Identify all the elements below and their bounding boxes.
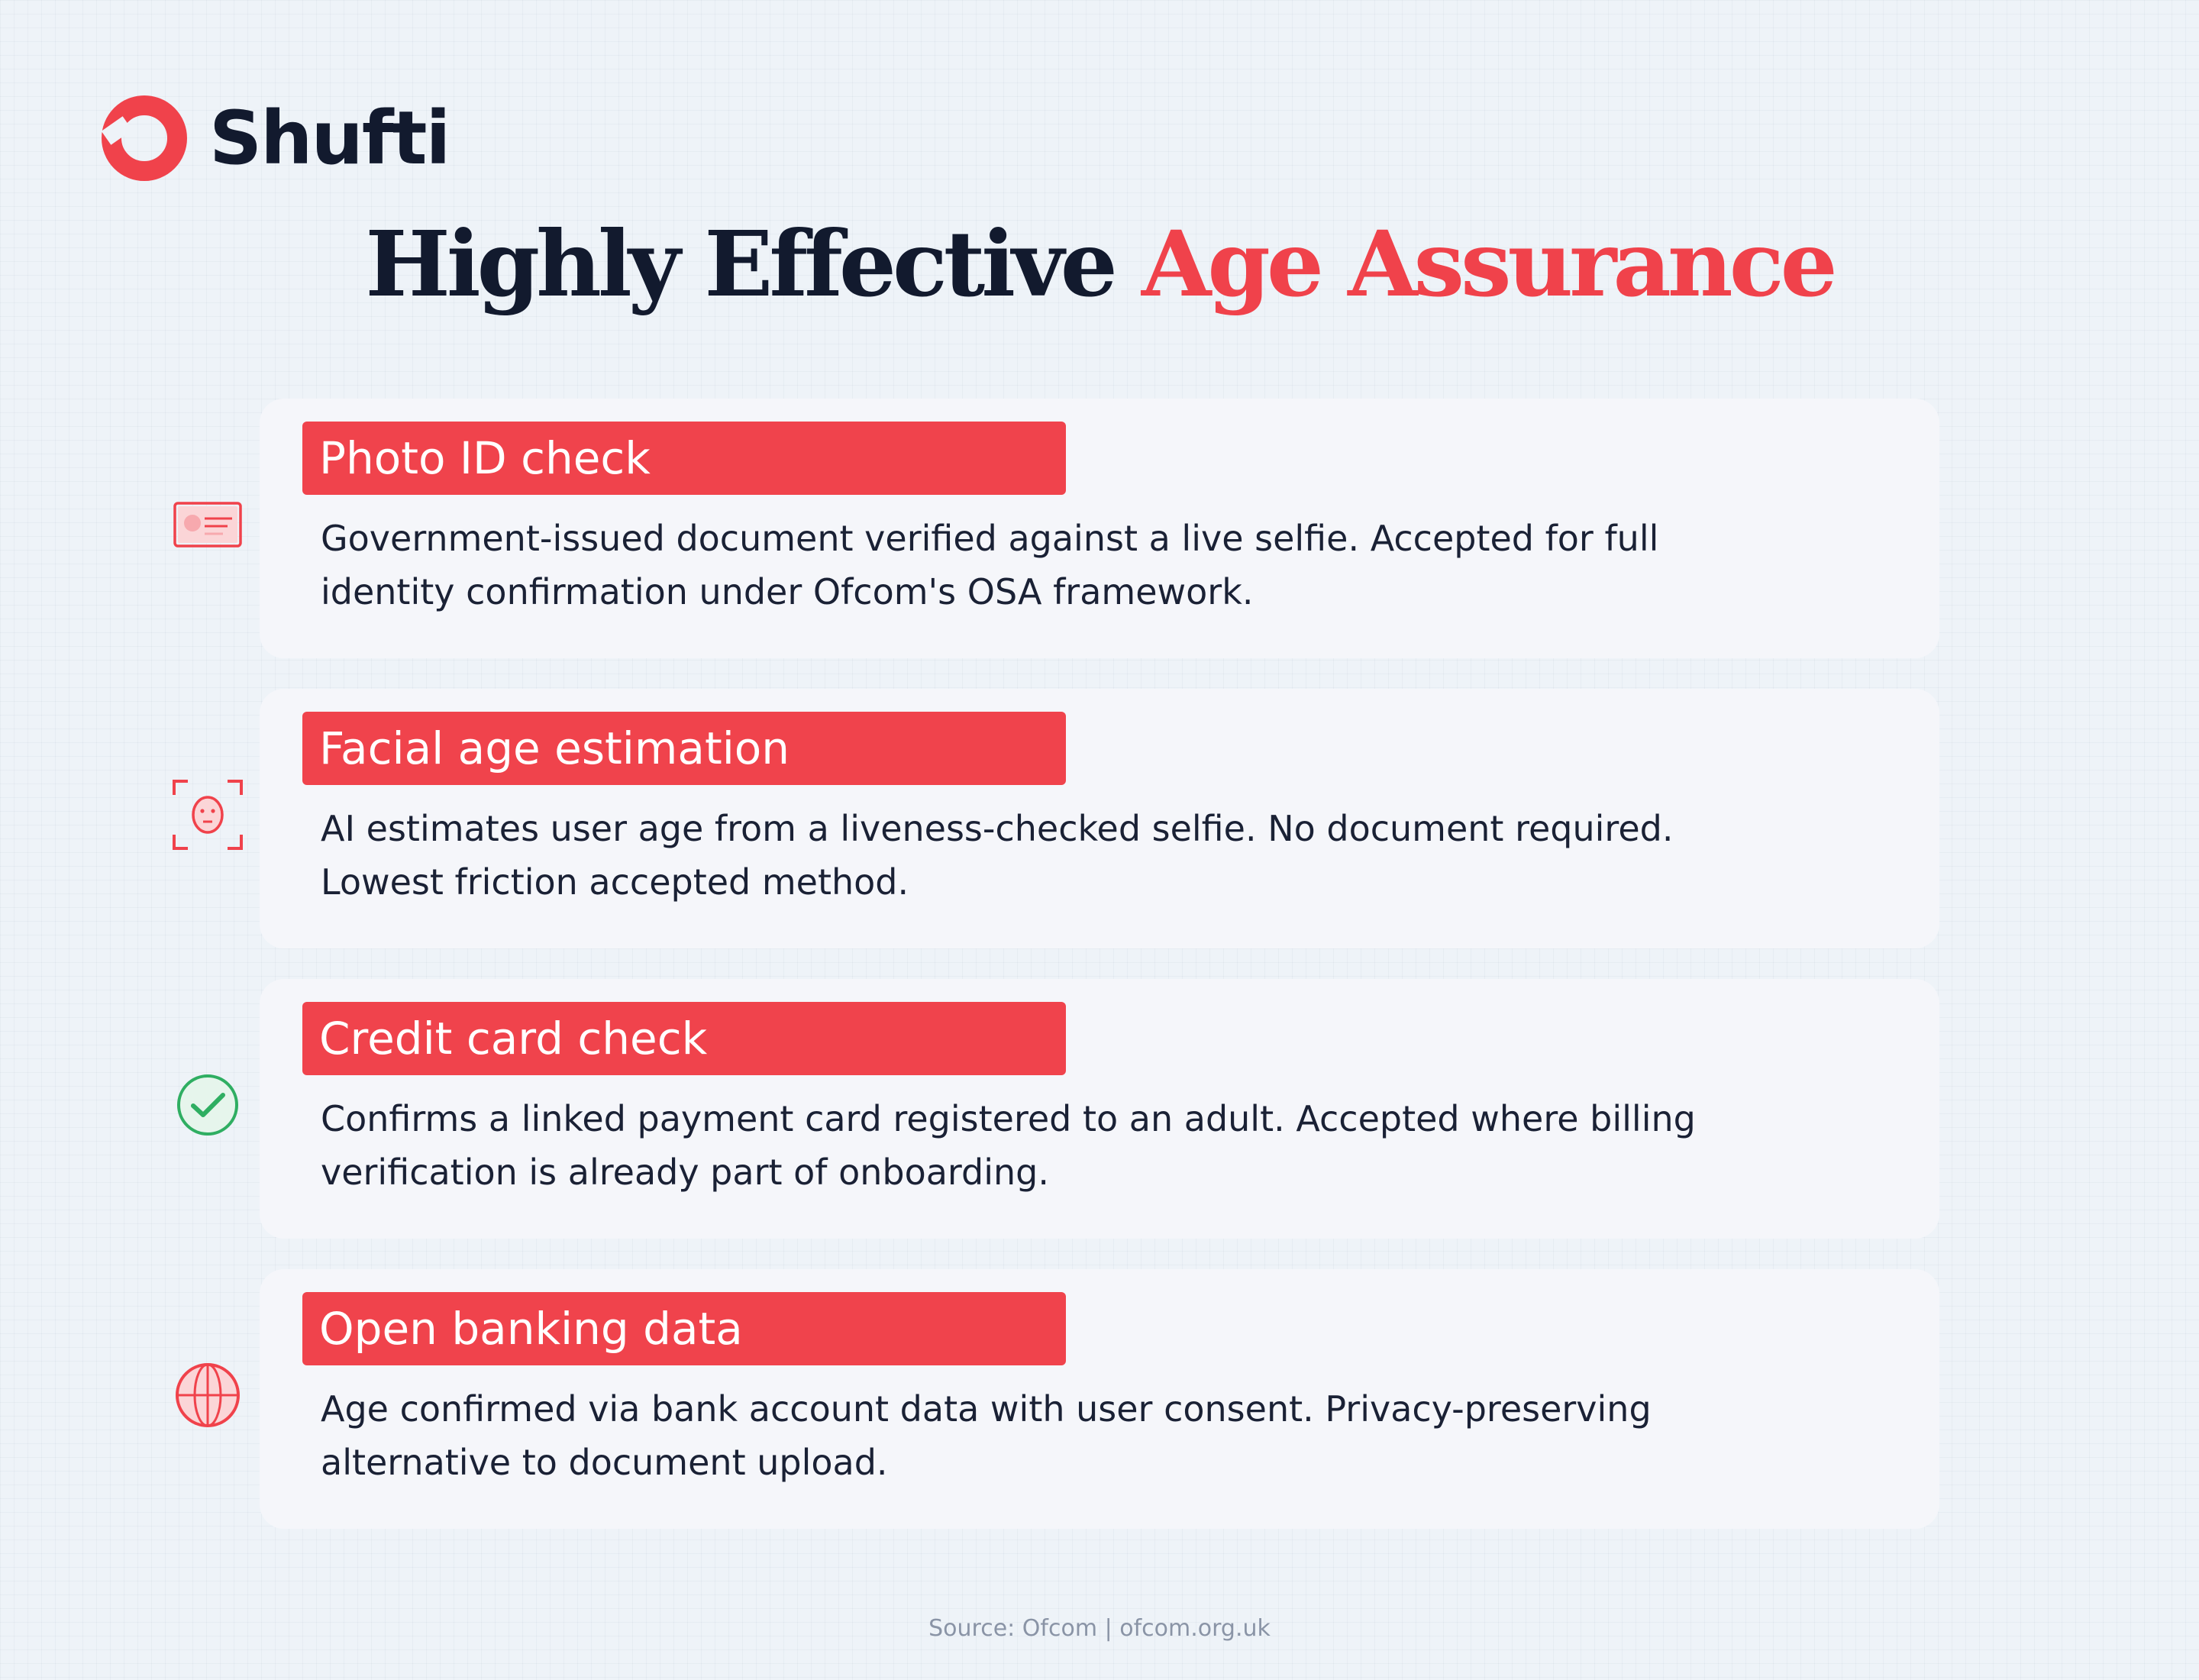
method-card-facial-age — [260, 689, 1939, 948]
title-accent: Age Assurance — [1141, 211, 1834, 317]
method-description: Confirms a linked payment card registered to an adult. Accepted where billing verification is already part of onboarding. — [321, 1098, 1696, 1193]
method-title: Credit card check — [302, 1002, 1066, 1075]
method-description: Age confirmed via bank account data with user consent. Privacy-preserving alternative to document upload. — [321, 1388, 1652, 1483]
brand-name: Shufti — [209, 95, 450, 181]
check-circle-icon — [170, 1067, 246, 1143]
method-description: AI estimates user age from a liveness-checked selfie. No document required. Lowest friction accepted method. — [321, 808, 1674, 903]
face-scan-icon — [170, 777, 246, 853]
method-card-credit-card — [260, 979, 1939, 1239]
method-card-photo-id — [260, 399, 1939, 658]
title-primary: Highly Effective — [365, 211, 1114, 317]
method-description: Government-issued document verified against a live selfie. Accepted for full identity confirmation under Ofcom's OSA framework. — [321, 518, 1659, 612]
method-title: Facial age estimation — [302, 712, 1066, 785]
source-note: Source: Ofcom | ofcom.org.uk — [928, 1615, 1271, 1642]
method-title: Photo ID check — [302, 422, 1066, 495]
globe-icon — [170, 1357, 246, 1433]
id-card-icon — [170, 486, 246, 563]
method-title: Open banking data — [302, 1292, 1066, 1365]
method-card-open-banking — [260, 1269, 1939, 1529]
